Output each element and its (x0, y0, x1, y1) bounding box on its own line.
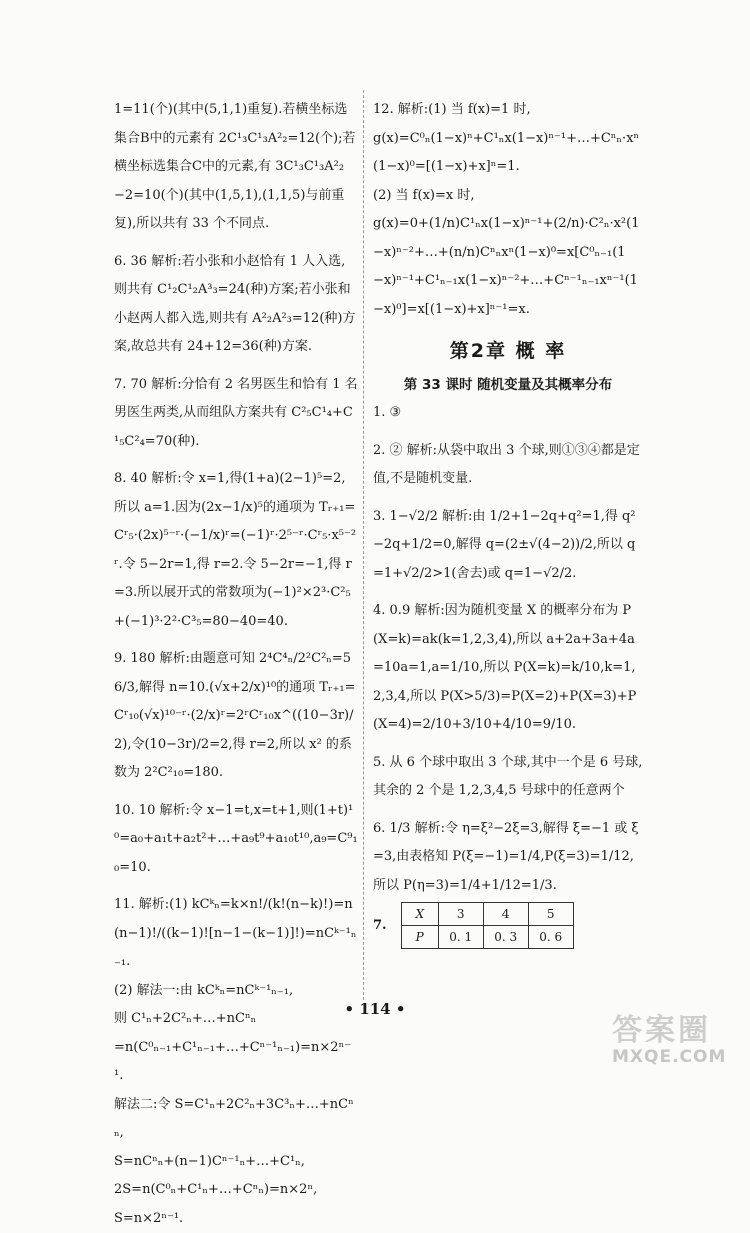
answer-5-continuation: 1=11(个)(其中(5,1,1)重复).若横坐标选集合B中的元素有 2C¹₃C¹₃A²₂=12(个);若横坐标选集合C中的元素,有 3C¹₃C¹₃A²₂−2=10(个)(其中(1,5,1),(1,1,5)与前重复),所以共有 33 个不同点. (114, 96, 358, 239)
watermark-url: MXQE.COM (612, 1047, 742, 1067)
answer-11-method1-line3: =n(C⁰ₙ₋₁+C¹ₙ₋₁+…+Cⁿ⁻¹ₙ₋₁)=n×2ⁿ⁻¹. (114, 1034, 358, 1091)
lesson-answer-5: 5. 从 6 个球中取出 3 个球,其中一个是 6 号球,其余的 2 个是 1,2,3,4,5 号球中的任意两个 (373, 749, 643, 806)
lesson-answer-3: 3. 1−√2/2 解析:由 1/2+1−2q+q²=1,得 q²−2q+1/2=0,解得 q=(2±√(4−2))/2,所以 q=1+√2/2>1(舍去)或 q=1−√2/2. (373, 503, 643, 589)
probability-distribution-table (401, 902, 574, 949)
answer-12-part2-head: (2) 当 f(x)=x 时, (373, 182, 643, 211)
table-row (401, 903, 573, 926)
answer-6: 6. 36 解析:若小张和小赵恰有 1 人入选,则共有 C¹₂C¹₂A³₃=24(种)方案;若小张和小赵两人都入选,则共有 A²₂A²₃=12(种)方案,故总共有 24+12=36(种)方案. (114, 248, 358, 362)
lesson-answer-4: 4. 0.9 解析:因为随机变量 X 的概率分布为 P(X=k)=ak(k=1,2,3,4),所以 a+2a+3a+4a=10a=1,a=1/10,所以 P(X=k)=k/10,k=1,2,3,4,所以 P(X>5/3)=P(X=2)+P(X=3)+P(X=4)=2/10+3/10+4/10=9/10. (373, 597, 643, 740)
right-column (373, 96, 643, 949)
answer-11-method2-line1: 解法二:令 S=C¹ₙ+2C²ₙ+3C³ₙ+…+nCⁿₙ, (114, 1091, 358, 1148)
answer-11-method1-line2: 则 C¹ₙ+2C²ₙ+…+nCⁿₙ (114, 1005, 358, 1034)
lesson-answer-6: 6. 1/3 解析:令 η=ξ²−2ξ=3,解得 ξ=−1 或 ξ=3,由表格知 P(ξ=−1)=1/4,P(ξ=3)=1/12,所以 P(η=3)=1/4+1/12=1/3. (373, 815, 643, 901)
answer-7-label: 7. (373, 918, 387, 933)
answer-11-method2-line2: S=nCⁿₙ+(n−1)Cⁿ⁻¹ₙ+…+C¹ₙ, (114, 1148, 358, 1177)
left-column (114, 96, 358, 1233)
answer-11-method2-line4: S=n×2ⁿ⁻¹. (114, 1205, 358, 1233)
column-divider (363, 90, 364, 1000)
answer-12-part1-body: g(x)=C⁰ₙ(1−x)ⁿ+C¹ₙx(1−x)ⁿ⁻¹+…+Cⁿₙ·xⁿ(1−x)⁰=[(1−x)+x]ⁿ=1. (373, 125, 643, 182)
table-cell: 0. 3 (483, 926, 528, 949)
table-header-x: X (401, 903, 438, 926)
answer-11-part1: 11. 解析:(1) kCᵏₙ=k×n!/(k!(n−k)!)=n(n−1)!/((k−1)![n−1−(k−1)]!)=nCᵏ⁻¹ₙ₋₁. (114, 891, 358, 977)
table-cell: 4 (483, 903, 528, 926)
table-cell: 5 (528, 903, 573, 926)
answer-8: 8. 40 解析:令 x=1,得(1+a)(2−1)⁵=2,所以 a=1.因为(2x−1/x)⁵的通项为 Tᵣ₊₁=Cʳ₅·(2x)⁵⁻ʳ·(−1/x)ʳ=(−1)ʳ·2⁵⁻ʳ·Cʳ₅·x⁵⁻²ʳ.令 5−2r=1,得 r=2.令 5−2r=−1,得 r=3.所以展开式的常数项为(−1)²×2³·C²₅+(−1)³·2²·C³₅=80−40=40. (114, 465, 358, 636)
answer-11-method1-line1: (2) 解法一:由 kCᵏₙ=nCᵏ⁻¹ₙ₋₁, (114, 977, 358, 1006)
table-cell: 3 (438, 903, 483, 926)
lesson-answer-7 (373, 902, 643, 949)
answer-12-part2-body: g(x)=0+(1/n)C¹ₙx(1−x)ⁿ⁻¹+(2/n)·C²ₙ·x²(1−x)ⁿ⁻²+…+(n/n)Cⁿₙxⁿ(1−x)⁰=x[C⁰ₙ₋₁(1−x)ⁿ⁻¹+C¹ₙ₋₁x(1−x)ⁿ⁻²+…+Cⁿ⁻¹ₙ₋₁xⁿ⁻¹(1−x)⁰]=x[(1−x)+x]ⁿ⁻¹=x. (373, 210, 643, 324)
answer-10: 10. 10 解析:令 x−1=t,x=t+1,则(1+t)¹⁰=a₀+a₁t+a₂t²+…+a₉t⁹+a₁₀t¹⁰,a₉=C⁹₁₀=10. (114, 797, 358, 883)
table-row (401, 926, 573, 949)
table-cell: 0. 6 (528, 926, 573, 949)
table-cell: 0. 1 (438, 926, 483, 949)
lesson-answer-1: 1. ③ (373, 399, 643, 428)
chapter-title: 第2章 概 率 (373, 336, 643, 363)
table-header-p: P (401, 926, 438, 949)
answer-11-method2-line3: 2S=n(C⁰ₙ+C¹ₙ+…+Cⁿₙ)=n×2ⁿ, (114, 1176, 358, 1205)
lesson-answer-2: 2. ② 解析:从袋中取出 3 个球,则①③④都是定值,不是随机变量. (373, 437, 643, 494)
page-number: • 114 • (0, 1000, 750, 1018)
answer-9: 9. 180 解析:由题意可知 2⁴C⁴ₙ/2²C²ₙ=56/3,解得 n=10.(√x+2/x)¹⁰的通项 Tᵣ₊₁=Cʳ₁₀(√x)¹⁰⁻ʳ·(2/x)ʳ=2ʳCʳ₁₀x^((10−3r)/2),令(10−3r)/2=2,得 r=2,所以 x² 的系数为 2²C²₁₀=180. (114, 645, 358, 788)
lesson-title: 第 33 课时 随机变量及其概率分布 (373, 373, 643, 393)
watermark (612, 1015, 742, 1070)
watermark-logo-text: 答案圈 (612, 1015, 742, 1047)
answer-12-part1-head: 12. 解析:(1) 当 f(x)=1 时, (373, 96, 643, 125)
answer-7: 7. 70 解析:分恰有 2 名男医生和恰有 1 名男医生两类,从而组队方案共有 C²₅C¹₄+C¹₅C²₄=70(种). (114, 371, 358, 457)
